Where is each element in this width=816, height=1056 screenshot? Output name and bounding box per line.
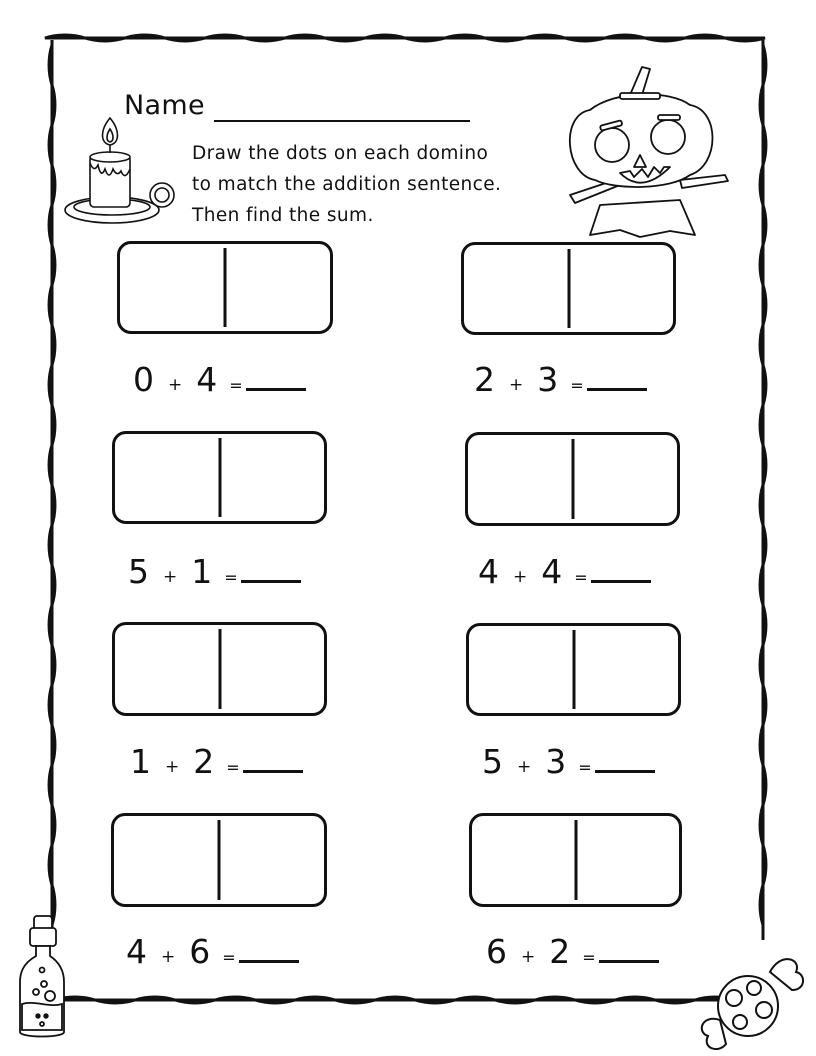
addend-b: 2 [549, 932, 571, 971]
domino-8[interactable] [469, 813, 682, 907]
equals-sign: = [570, 376, 584, 395]
domino-2[interactable] [461, 242, 676, 335]
plus-sign: + [517, 757, 532, 777]
addend-b: 3 [537, 360, 559, 399]
plus-sign: + [163, 567, 178, 587]
equation-4 [478, 550, 651, 590]
plus-sign: + [521, 947, 536, 967]
addend-a: 4 [478, 552, 499, 591]
domino-1[interactable] [117, 241, 333, 334]
domino-divider [218, 438, 221, 517]
domino-divider [218, 629, 221, 709]
addend-b: 3 [545, 742, 567, 781]
addend-b: 1 [191, 552, 213, 591]
answer-blank[interactable] [587, 388, 647, 391]
equation-8 [486, 930, 659, 970]
domino-5[interactable] [112, 622, 327, 716]
domino-4[interactable] [465, 432, 680, 526]
addend-a: 6 [486, 932, 507, 971]
equation-5 [130, 740, 303, 780]
addend-b: 4 [196, 360, 218, 399]
equation-2 [474, 358, 647, 398]
equals-sign: = [224, 568, 238, 587]
domino-divider [224, 248, 227, 327]
addend-b: 2 [193, 742, 215, 781]
domino-divider [572, 630, 575, 709]
equation-6 [482, 740, 655, 780]
addend-a: 0 [133, 360, 154, 399]
domino-7[interactable] [111, 813, 327, 907]
addend-a: 1 [130, 742, 151, 781]
equation-1 [133, 358, 306, 398]
answer-blank[interactable] [243, 770, 303, 773]
answer-blank[interactable] [246, 388, 306, 391]
instruction-line: Draw the dots on each domino [192, 143, 489, 164]
instructions-text [192, 138, 572, 231]
answer-blank[interactable] [239, 960, 299, 963]
equals-sign: = [226, 758, 240, 777]
answer-blank[interactable] [595, 770, 655, 773]
equation-3 [128, 550, 301, 590]
plus-sign: + [161, 947, 176, 967]
plus-sign: + [168, 375, 183, 395]
pumpkin-scarecrow-icon [560, 55, 735, 240]
domino-divider [567, 249, 570, 328]
instruction-line: to match the addition sentence. [192, 174, 502, 195]
potion-bottle-icon [14, 912, 86, 1042]
equation-7 [126, 930, 299, 970]
equals-sign: = [222, 948, 236, 967]
addend-a: 2 [474, 360, 495, 399]
domino-3[interactable] [112, 431, 327, 524]
addend-a: 5 [128, 552, 149, 591]
domino-6[interactable] [466, 623, 681, 716]
answer-blank[interactable] [599, 960, 659, 963]
domino-divider [571, 439, 574, 519]
addend-a: 5 [482, 742, 503, 781]
wrapped-candy-icon [692, 948, 810, 1053]
plus-sign: + [165, 757, 180, 777]
answer-blank[interactable] [241, 580, 301, 583]
equals-sign: = [229, 376, 243, 395]
equals-sign: = [582, 948, 596, 967]
instruction-line: Then find the sum. [192, 205, 374, 226]
equals-sign: = [578, 758, 592, 777]
name-label: Name [124, 90, 205, 121]
candle-icon [62, 115, 180, 225]
addend-a: 4 [126, 932, 147, 971]
plus-sign: + [513, 567, 528, 587]
answer-blank[interactable] [591, 580, 651, 583]
name-input-line[interactable] [214, 120, 470, 122]
addend-b: 4 [541, 552, 563, 591]
domino-divider [574, 820, 577, 900]
addend-b: 6 [189, 932, 211, 971]
plus-sign: + [509, 375, 524, 395]
equals-sign: = [574, 568, 588, 587]
domino-divider [218, 820, 221, 900]
